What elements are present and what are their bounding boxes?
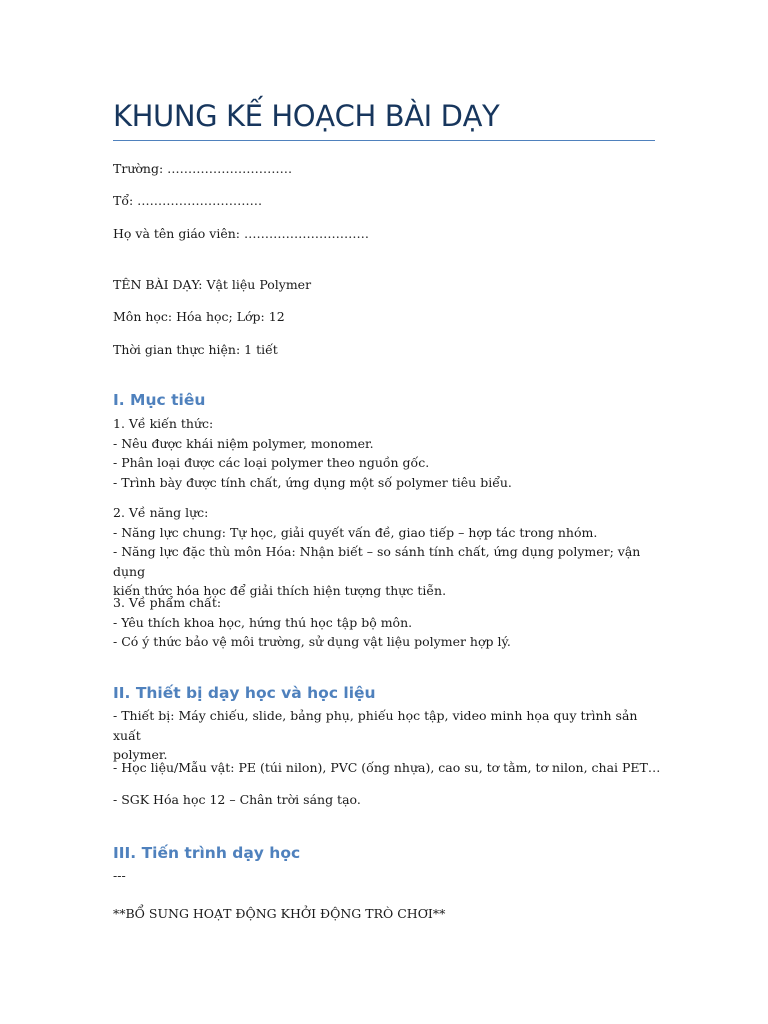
section-heading-equipment: II. Thiết bị dạy học và học liệu [113,684,376,702]
competence-title: 2. Về năng lực: [113,505,209,520]
lesson-subject: Môn học: Hóa học; Lớp: 12 [113,309,285,324]
knowledge-item: - Trình bày được tính chất, ứng dụng một số polymer tiêu biểu. [113,474,512,490]
lesson-name: TÊN BÀI DẠY: Vật liệu Polymer [113,277,312,292]
quality-item: - Có ý thức bảo vệ môi trường, sử dụng vật liệu polymer hợp lý. [113,634,511,649]
document-title: KHUNG KẾ HOẠCH BÀI DẠY [113,96,655,141]
section-heading-process: III. Tiến trình dạy học [113,844,301,862]
textbook-line: - SGK Hóa học 12 – Chân trời sáng tạo. [113,792,361,807]
group-field: Tổ: ………………………… [113,193,263,208]
quality-block [113,593,658,652]
quality-title: 3. Về phẩm chất: [113,595,222,610]
competence-item: - Năng lực đặc thù môn Hóa: Nhận biết – so sánh tính chất, ứng dụng polymer; vận dụng [113,544,641,579]
lesson-duration: Thời gian thực hiện: 1 tiết [113,342,278,357]
quality-item: - Yêu thích khoa học, hứng thú học tập bộ môn. [113,614,413,630]
section-heading-objectives: I. Mục tiêu [113,391,206,409]
competence-item: - Năng lực chung: Tự học, giải quyết vấn đề, giao tiếp – hợp tác trong nhóm. [113,524,598,540]
equipment-line: - Thiết bị: Máy chiếu, slide, bảng phụ, phiếu học tập, video minh họa quy trình sản xuất [113,708,638,743]
knowledge-item: - Phân loại được các loại polymer theo nguồn gốc. [113,455,430,470]
materials-line: - Học liệu/Mẫu vật: PE (túi nilon), PVC (ống nhựa), cao su, tơ tằm, tơ nilon, chai PET… [113,760,661,775]
knowledge-block [113,414,658,492]
school-field: Trường: ………………………… [113,161,293,176]
activity-note: **BỔ SUNG HOẠT ĐỘNG KHỞI ĐỘNG TRÒ CHƠI** [113,906,446,921]
competence-item: kiến thức hóa học để giải thích hiện tượng thực tiễn. [113,583,447,598]
separator-text: --- [113,868,126,883]
teacher-field: Họ và tên giáo viên: ………………………… [113,226,369,241]
knowledge-title: 1. Về kiến thức: [113,416,214,431]
knowledge-item: - Nêu được khái niệm polymer, monomer. [113,435,374,451]
competence-block [113,503,658,601]
equipment-line: polymer. [113,747,168,762]
equipment-block [113,706,658,765]
